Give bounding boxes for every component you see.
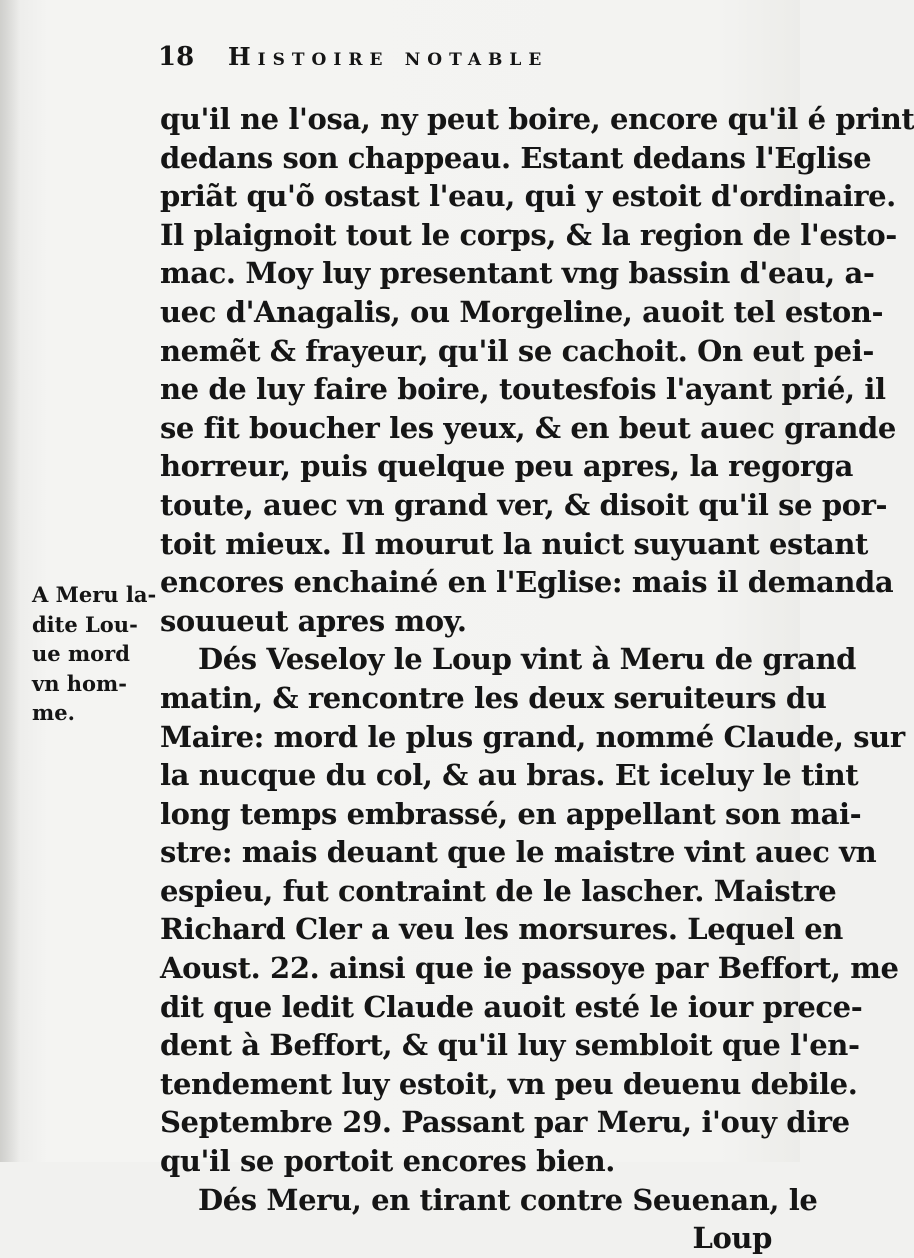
text-line: Richard Cler a veu les morsures. Lequel en bbox=[160, 912, 843, 947]
margin-note-line: dite Lou- bbox=[32, 611, 138, 637]
margin-note-line: ue mord bbox=[32, 641, 130, 666]
running-title: Histoire notable bbox=[228, 42, 549, 71]
text-line: priãt qu'õ ostast l'eau, qui y estoit d'ordinaire. bbox=[160, 179, 896, 214]
margin-note-line: me. bbox=[32, 700, 75, 725]
text-line: toute, auec vn grand ver, & disoit qu'il se por- bbox=[160, 487, 888, 522]
text-line: espieu, fut contraint de le lascher. Maistre bbox=[160, 873, 837, 908]
text-line: encores enchainé en l'Eglise: mais il demanda bbox=[160, 565, 894, 600]
text-line: stre: mais deuant que le maistre vint auec vn bbox=[160, 835, 877, 870]
margin-note-line: A Meru la- bbox=[32, 582, 157, 607]
text-line: Septembre 29. Passant par Meru, i'ouy dire bbox=[160, 1105, 850, 1140]
text-line: la nucque du col, & au bras. Et iceluy le tint bbox=[160, 758, 859, 793]
text-line: qu'il ne l'osa, ny peut boire, encore qu'il é print bbox=[160, 102, 914, 136]
text-line: Maire: mord le plus grand, nommé Claude, sur bbox=[160, 719, 905, 754]
text-line: dit que ledit Claude auoit esté le iour prece- bbox=[160, 989, 863, 1024]
running-head bbox=[158, 42, 768, 82]
text-line: horreur, puis quelque peu apres, la regorga bbox=[160, 449, 854, 484]
text-line: Dés Veseloy le Loup vint à Meru de grand bbox=[198, 642, 857, 677]
text-line: qu'il se portoit encores bien. bbox=[160, 1144, 616, 1179]
body-text bbox=[160, 100, 914, 1258]
margin-note bbox=[32, 580, 157, 728]
text-line: ne de luy faire boire, toutesfois l'ayant prié, il bbox=[160, 372, 886, 407]
text-line: Aoust. 22. ainsi que ie passoye par Beffort, me bbox=[160, 951, 899, 986]
text-line: matin, & rencontre les deux seruiteurs du bbox=[160, 680, 827, 715]
text-line: nemẽt & frayeur, qu'il se cachoit. On eut pei- bbox=[160, 333, 874, 368]
gutter-shadow bbox=[0, 0, 20, 1162]
text-line: long temps embrassé, en appellant son mai- bbox=[160, 796, 862, 831]
page-number: 18 bbox=[158, 42, 195, 72]
margin-note-line: vn hom- bbox=[32, 670, 127, 696]
text-line: souueut apres moy. bbox=[160, 603, 467, 638]
catchword: Loup bbox=[692, 1221, 772, 1256]
text-line: toit mieux. Il mourut la nuict suyuant estant bbox=[160, 526, 869, 561]
text-line: dedans son chappeau. Estant dedans l'Eglise bbox=[160, 140, 872, 175]
text-line: Il plaignoit tout le corps, & la region de l'esto- bbox=[160, 217, 897, 252]
text-line: mac. Moy luy presentant vng bassin d'eau, a- bbox=[160, 256, 875, 291]
text-line: Dés Meru, en tirant contre Seuenan, le bbox=[198, 1182, 818, 1217]
text-line: dent à Beffort, & qu'il luy sembloit que l'en- bbox=[160, 1028, 860, 1063]
text-line: se fit boucher les yeux, & en beut auec grande bbox=[160, 410, 896, 445]
text-line: uec d'Anagalis, ou Morgeline, auoit tel eston- bbox=[160, 294, 884, 329]
text-line: tendement luy estoit, vn peu deuenu debile. bbox=[160, 1066, 858, 1101]
